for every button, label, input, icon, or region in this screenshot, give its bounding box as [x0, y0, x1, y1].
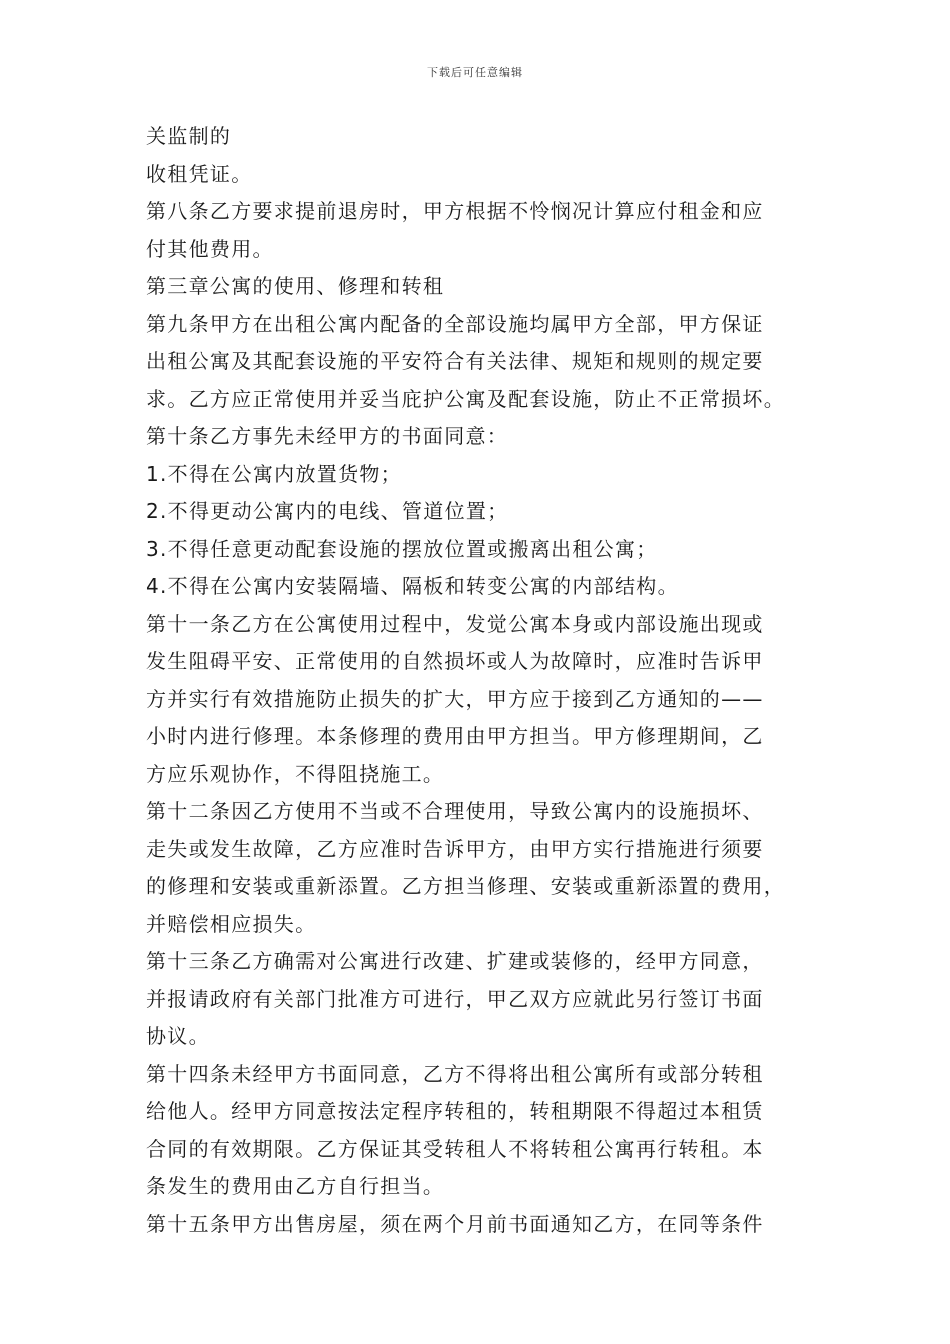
- text-line: 发生阻碍平安、正常使用的自然损坏或人为故障时，应准时告诉甲: [146, 649, 764, 673]
- text-line: 关监制的: [146, 124, 232, 148]
- list-item: 3.不得任意更动配套设施的摆放位置或搬离出租公寓；: [146, 536, 658, 561]
- text-line: 条发生的费用由乙方自行担当。: [146, 1174, 445, 1198]
- text-line: 第八条乙方要求提前退房时，甲方根据不怜悯况计算应付租金和应: [146, 199, 764, 223]
- list-item: 4.不得在公寓内安装隔墙、隔板和转变公寓的内部结构。: [146, 574, 679, 598]
- text-line: 第十二条因乙方使用不当或不合理使用，导致公寓内的设施损坏、: [146, 799, 764, 823]
- text-line: 小时内进行修理。本条修理的费用由甲方担当。甲方修理期间，乙: [146, 724, 764, 748]
- text-line: 方并实行有效措施防止损失的扩大，甲方应于接到乙方通知的——: [146, 686, 764, 711]
- list-item: 1.不得在公寓内放置货物；: [146, 461, 402, 486]
- text-line: 协议。: [146, 1024, 210, 1048]
- text-line: 并赔偿相应损失。: [146, 911, 317, 936]
- text-line: 收租凭证。: [146, 161, 253, 186]
- chapter-heading: 第三章公寓的使用、修理和转租: [146, 274, 445, 298]
- text-line: 付其他费用。: [146, 236, 274, 261]
- page-header: 下载后可任意编辑: [427, 66, 523, 79]
- text-line: 出租公寓及其配套设施的平安符合有关法律、规矩和规则的规定要: [146, 349, 764, 373]
- text-line: 第十五条甲方出售房屋，须在两个月前书面通知乙方，在同等条件: [146, 1211, 764, 1236]
- text-line: 的修理和安装或重新添置。乙方担当修理、安装或重新添置的费用，: [146, 874, 785, 898]
- text-line: 给他人。经甲方同意按法定程序转租的，转租期限不得超过本租赁: [146, 1099, 764, 1123]
- document-body: [146, 118, 811, 1243]
- text-line: 走失或发生故障，乙方应准时告诉甲方，由甲方实行措施进行须要: [146, 836, 764, 861]
- text-line: 并报请政府有关部门批准方可进行，甲乙双方应就此另行签订书面: [146, 986, 764, 1011]
- text-line: 第十四条未经甲方书面同意，乙方不得将出租公寓所有或部分转租: [146, 1061, 764, 1086]
- text-line: 合同的有效期限。乙方保证其受转租人不将转租公寓再行转租。本: [146, 1136, 764, 1161]
- text-line: 第十一条乙方在公寓使用过程中，发觉公寓本身或内部设施出现或: [146, 611, 764, 636]
- text-line: 方应乐观协作，不得阻挠施工。: [146, 761, 445, 786]
- text-line: 第十三条乙方确需对公寓进行改建、扩建或装修的，经甲方同意，: [146, 949, 764, 973]
- text-line: 求。乙方应正常使用并妥当庇护公寓及配套设施，防止不正常损坏。: [146, 386, 785, 411]
- list-item: 2.不得更动公寓内的电线、管道位置；: [146, 499, 509, 523]
- text-line: 第十条乙方事先未经甲方的书面同意：: [146, 424, 509, 448]
- text-line: 第九条甲方在出租公寓内配备的全部设施均属甲方全部，甲方保证: [146, 311, 764, 336]
